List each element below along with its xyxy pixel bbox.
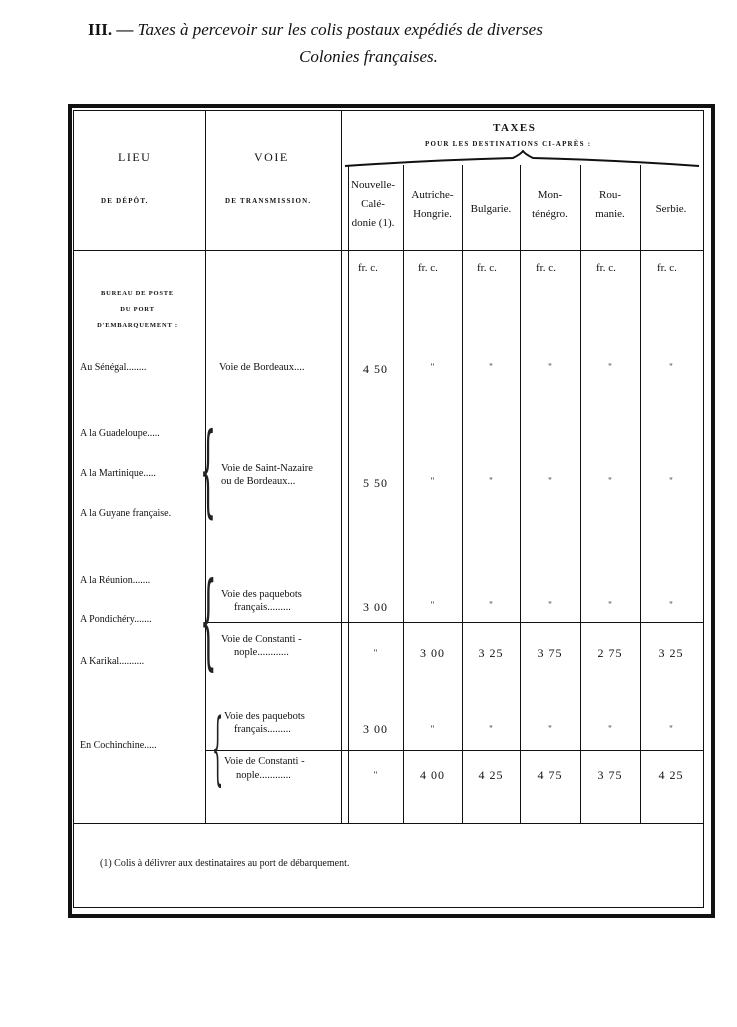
value-cell: " (669, 362, 673, 372)
voie-inde-constanti-line-2: nople............ (234, 647, 289, 658)
value-cell: 3 75 (597, 768, 623, 782)
value-cell: " (373, 770, 378, 780)
value-cell: " (489, 600, 493, 610)
col-divider-voie (341, 111, 342, 823)
place-pondichery: A Pondichéry....... (80, 614, 152, 625)
unit-serbie: fr. c. (657, 262, 677, 274)
col-header-montenegro: Mon- ténégro. (532, 189, 568, 220)
value-cell: 3 00 (363, 722, 388, 736)
header-voie: VOIE (254, 150, 289, 164)
place-karikal: A Karikal.......... (80, 656, 145, 667)
value-cell: 3 25 (478, 646, 504, 660)
place-reunion: A la Réunion....... (80, 575, 151, 586)
title-dash: — (116, 20, 134, 39)
value-cell: 3 00 (363, 600, 388, 614)
value-cell: 4 00 (420, 768, 445, 782)
table-number: III. (88, 20, 113, 39)
value-cell: " (548, 600, 552, 610)
voie-bordeaux: Voie de Bordeaux.... (219, 362, 305, 373)
header-voie-sub: DE TRANSMISSION. (225, 197, 312, 205)
inde-voie-separator (205, 622, 703, 623)
place-guadeloupe: A la Guadeloupe..... (80, 428, 160, 439)
place-guyane: A la Guyane française. (80, 508, 172, 519)
voie-cochin-constanti-line-1: Voie de Constanti - (224, 756, 305, 767)
voie-cochin-constanti-line-2: nople............ (236, 770, 291, 781)
value-cell: " (608, 476, 612, 486)
place-senegal: Au Sénégal........ (80, 362, 147, 373)
header-taxes: TAXES (493, 122, 537, 134)
value-cell: 5 50 (363, 476, 388, 490)
header-lieu: LIEU (118, 150, 152, 164)
unit-bulgarie: fr. c. (477, 262, 497, 274)
cochin-voie-separator (205, 750, 703, 751)
value-cell: 3 75 (537, 646, 563, 660)
value-cell: 4 50 (363, 362, 388, 376)
value-cell: 4 25 (478, 768, 504, 782)
value-cell: 4 25 (658, 768, 684, 782)
brace-antilles: { (200, 411, 216, 528)
voie-saint-nazaire-line-1: Voie de Saint-Nazaire (221, 463, 313, 474)
col-header-caledonie: Nouvelle- Calé- donie (1). (351, 179, 395, 229)
footnote: (1) Colis à délivrer aux destinataires au port de débarquement. (100, 858, 350, 869)
voie-inde-paquebots-line-2: français......... (234, 602, 291, 613)
bureau-heading: BUREAU DE POSTE DU PORT D'EMBARQUEMENT : (97, 290, 178, 329)
value-cell: " (669, 724, 673, 734)
value-cell: " (548, 724, 552, 734)
value-cell: " (430, 476, 435, 486)
col-header-roumanie: Rou- manie. (595, 189, 625, 220)
header-bottom-rule (74, 250, 703, 251)
value-cell: 3 00 (420, 646, 445, 660)
col-header-autriche: Autriche- Hongrie. (411, 189, 454, 220)
voie-saint-nazaire-line-2: ou de Bordeaux... (221, 476, 296, 487)
place-martinique: A la Martinique..... (80, 468, 156, 479)
header-lieu-sub: DE DÉPÔT. (101, 197, 149, 205)
value-cell: " (608, 724, 612, 734)
value-cell: 4 75 (537, 768, 563, 782)
value-cell: " (548, 362, 552, 372)
value-cell: " (430, 600, 435, 610)
value-cell: " (373, 648, 378, 658)
table-title-line-2: Colonies françaises. (299, 47, 438, 66)
col-header-serbie: Serbie. (655, 203, 687, 215)
unit-caledonie: fr. c. (358, 262, 378, 274)
voie-cochin-paquebots-line-1: Voie des paquebots (224, 711, 305, 722)
body-bottom-rule (74, 823, 703, 824)
value-cell: " (608, 600, 612, 610)
value-cell: " (489, 476, 493, 486)
header-taxes-sub: POUR LES DESTINATIONS CI-APRÈS : (425, 140, 592, 148)
unit-autriche: fr. c. (418, 262, 438, 274)
value-cell: " (430, 362, 435, 372)
taxes-brace (343, 150, 703, 170)
value-cell: " (430, 724, 435, 734)
col-header-bulgarie: Bulgarie. (470, 203, 512, 215)
voie-inde-constanti-line-1: Voie de Constanti - (221, 634, 302, 645)
value-cell: " (669, 600, 673, 610)
value-cell: " (548, 476, 552, 486)
brace-inde: { (200, 559, 217, 681)
table-title-line-1 (88, 20, 543, 40)
value-cell: " (489, 724, 493, 734)
value-cell: " (489, 362, 493, 372)
voie-inde-paquebots-line-1: Voie des paquebots (221, 589, 302, 600)
place-cochinchine: En Cochinchine..... (80, 740, 157, 751)
unit-montenegro: fr. c. (536, 262, 556, 274)
voie-cochin-paquebots-line-2: français......... (234, 724, 291, 735)
value-cell: " (608, 362, 612, 372)
value-cell: " (669, 476, 673, 486)
unit-roumanie: fr. c. (596, 262, 616, 274)
brace-cochinchine: { (212, 701, 224, 794)
title-text-1: Taxes à percevoir sur les colis postaux expédiés de diverses (137, 20, 543, 39)
value-cell: 3 25 (658, 646, 684, 660)
value-cell: 2 75 (597, 646, 623, 660)
